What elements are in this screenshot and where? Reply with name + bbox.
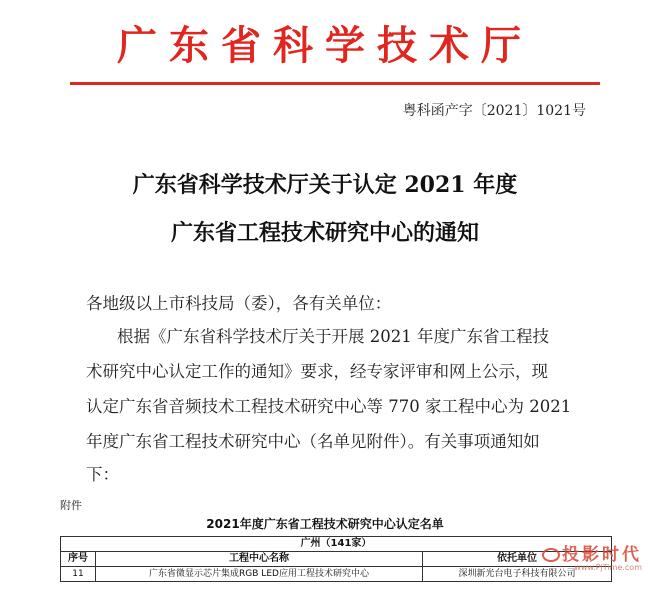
row-center-name: 广东省微显示芯片集成RGB LED应用工程技术研究中心 (96, 567, 423, 582)
table-header-row (61, 552, 612, 567)
body-line-2: 术研究中心认定工作的通知》要求，经专家评审和网上公示，现 (86, 362, 548, 381)
document-number: 粤科函产字〔2021〕1021号 (402, 103, 586, 119)
body-line-1: 根据《广东省科学技术厅关于开展 2021 年度广东省工程技 (117, 327, 549, 346)
header-serial-number: 序号 (61, 552, 96, 567)
header-host-unit: 依托单位 (423, 552, 612, 567)
watermark-text: 投影时代 (562, 545, 642, 565)
watermark-url: www.PjTime.com (574, 563, 642, 572)
annex-table (60, 536, 612, 582)
body-line-5: 下： (86, 465, 119, 484)
annex-title: 2021年度广东省工程技术研究中心认定名单 (206, 517, 444, 531)
salutation: 各地级以上市科技局（委），各有关单位： (86, 294, 392, 313)
notice-title-line-2: 广东省工程技术研究中心的通知 (170, 220, 479, 246)
header-center-name: 工程中心名称 (96, 552, 423, 567)
watermark (542, 540, 642, 572)
row-serial-number: 11 (61, 567, 96, 582)
region-row (61, 537, 612, 552)
row-host-unit: 深圳新光台电子科技有限公司 (423, 567, 612, 582)
table-row (61, 567, 612, 582)
agency-letterhead-title: 广东省科学技术厅 (117, 22, 533, 69)
annex-label: 附件 (60, 499, 82, 512)
body-line-4: 年度广东省工程技术研究中心（名单见附件）。有关事项通知如 (86, 432, 540, 451)
watermark-logo-icon (542, 548, 560, 562)
letterhead-red-rule (70, 82, 600, 85)
body-line-3: 认定广东省音频技术工程技术研究中心等 770 家工程中心为 2021 (86, 397, 572, 416)
region-cell: 广州（141家） (61, 537, 612, 552)
notice-title-line-1: 广东省科学技术厅关于认定 2021 年度 (132, 172, 518, 198)
